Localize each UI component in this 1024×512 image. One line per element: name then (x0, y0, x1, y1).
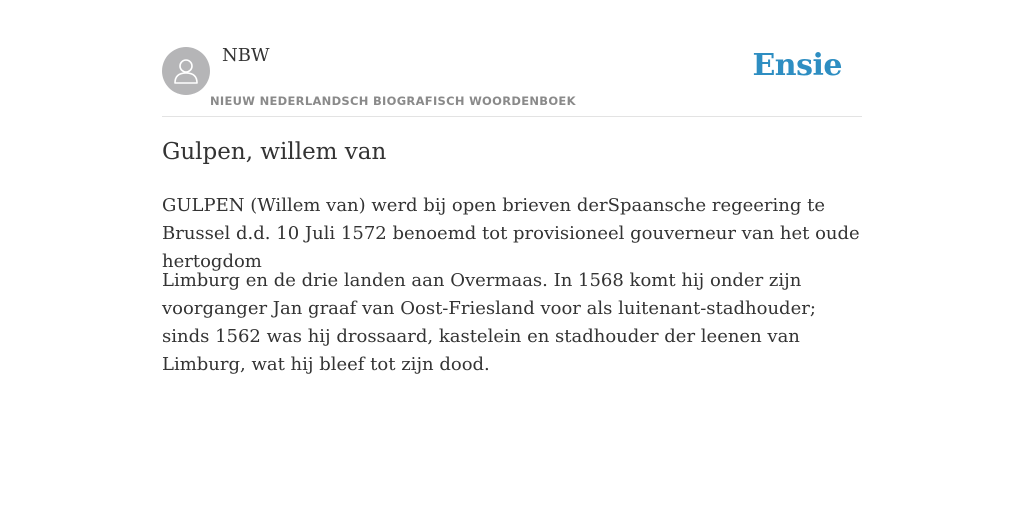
source-name[interactable]: NBW (222, 45, 270, 66)
brand-logo[interactable]: Ensie (752, 48, 842, 83)
source-subtitle: NIEUW NEDERLANDSCH BIOGRAFISCH WOORDENBOEK (210, 94, 576, 108)
article-paragraph: Limburg en de drie landen aan Overmaas. In 1568 komt hij onder zijn voorganger Jan graaf van Oost-Friesland voor als luitenant-stadhouder; sinds 1562 was hij drossaard, kastelein en stadhouder der leenen van Limburg, wat hij bleef tot zijn dood. (162, 270, 816, 375)
definition-card (162, 0, 862, 375)
user-silhouette-icon (171, 56, 201, 86)
page-title: Gulpen, willem van (162, 139, 387, 165)
source-avatar[interactable] (162, 47, 210, 95)
article-paragraph: GULPEN (Willem van) werd bij open brieven derSpaansche regeering te Brussel d.d. 10 Juli 1572 benoemd tot provisioneel gouverneur van het oude hertogdom (162, 195, 860, 272)
source-header (162, 0, 862, 117)
